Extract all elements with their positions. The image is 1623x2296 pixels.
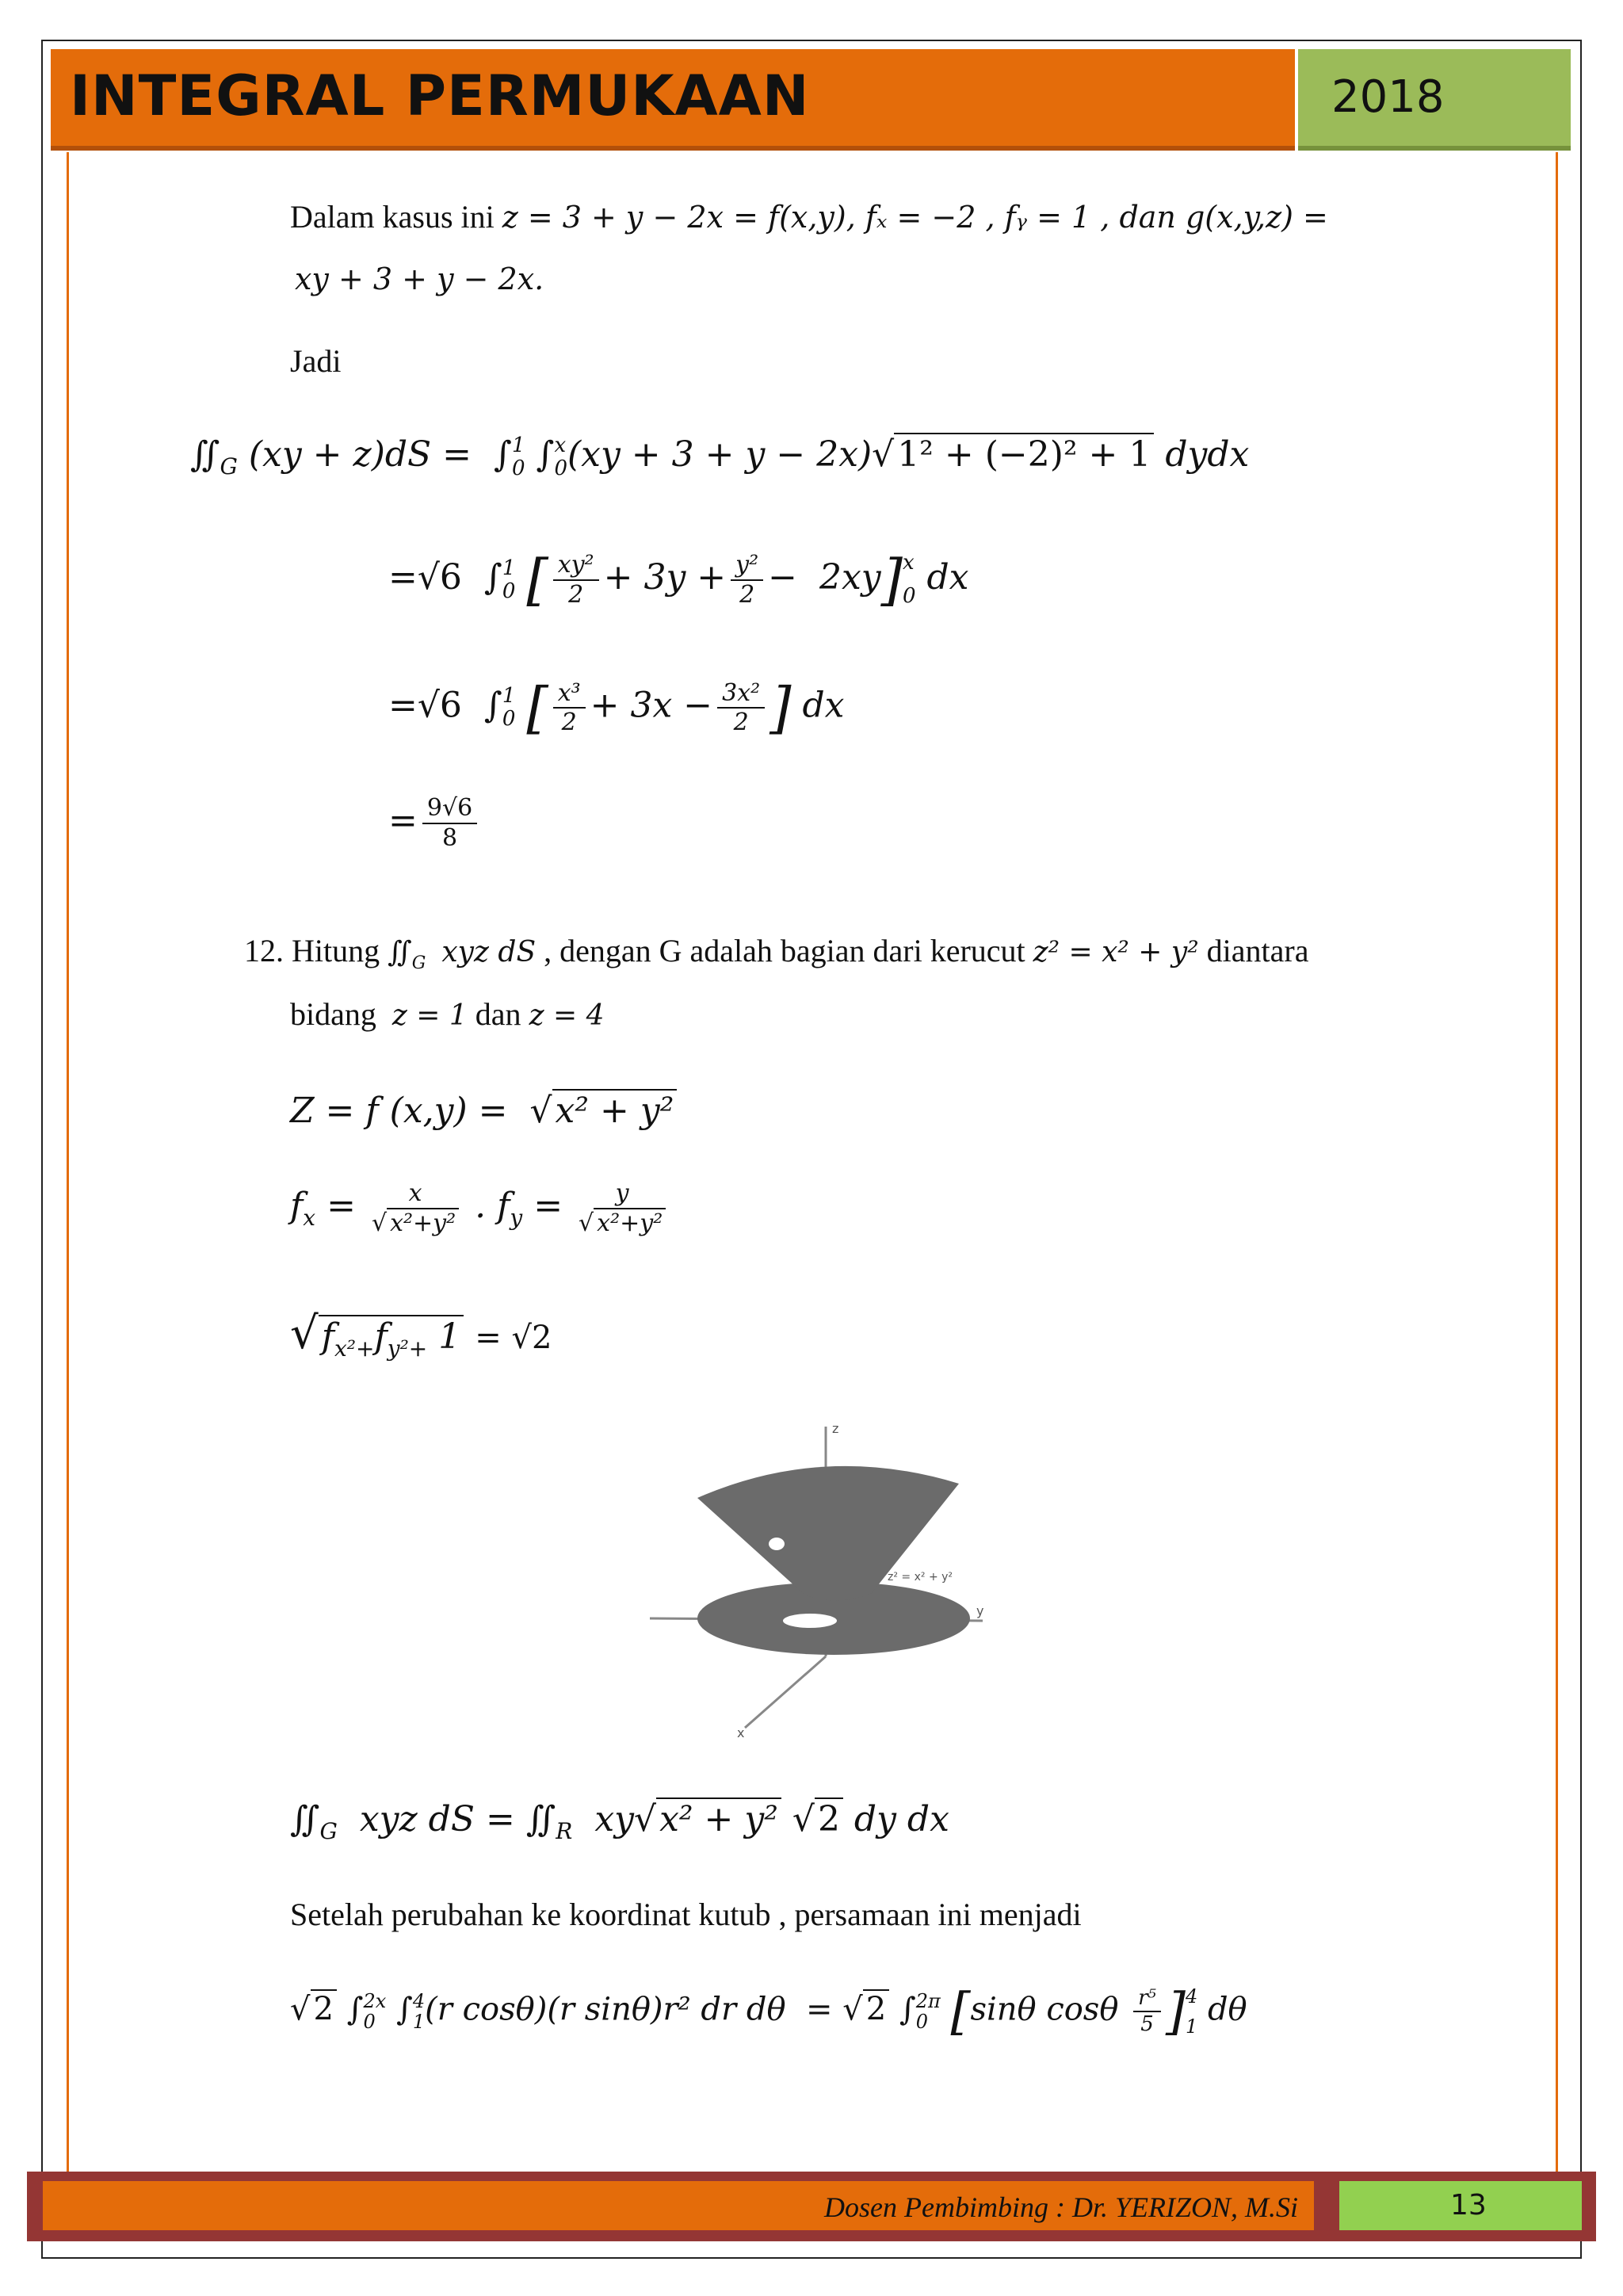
equation-2: =√6 ∫ 1 0 [ $\frac{\text{xy²}}{2}$ + 3y + $\frac{\text{y²}}{2}$ − 2xy] x 0 dx [388, 547, 969, 613]
cone-spot [769, 1538, 785, 1550]
intro-equation-line2: xy + 3 + y − 2x. [295, 262, 544, 296]
problem-line2-a: bidang [290, 996, 376, 1032]
footer-page-number: 13 [1450, 2189, 1487, 2222]
problem-text-c: diantara [1206, 933, 1309, 968]
problem-text-b: , dengan G adalah bagian dari kerucut [544, 933, 1025, 968]
sqrt-expression: $√f_{x^2+}f_{y^2+}$ 1 = √2 [290, 1308, 552, 1362]
footer-orange-block [43, 2181, 1314, 2230]
equation-2-prefix: =√6 [388, 557, 462, 598]
equation-3-prefix: =√6 [388, 685, 462, 726]
equation-3: =√6 ∫ 1 0 [ $\frac{\text{x³}}{2}$ + 3x − $\frac{\text{3x²}}{2}$ ] dx [388, 675, 845, 740]
x-axis-line [745, 1656, 826, 1728]
problem-number: 12. [244, 933, 284, 968]
intro-text: Dalam kasus ini [290, 199, 495, 235]
intro-equation: z = 3 + y − 2x = f(x,y), fₓ = −2 , fᵧ = 1 , dan g(x,y,z) = [502, 200, 1328, 235]
z-definition: Z = f (x,y) = √x² + y² [290, 1091, 677, 1131]
equation-4-prefix: = [388, 800, 418, 841]
figure-label-cone: z² = x² + y² [888, 1571, 953, 1584]
header-title: INTEGRAL PERMUKAAN [70, 63, 810, 128]
figure-label-x: x [737, 1725, 745, 1740]
problem-12-line2 [290, 995, 604, 1033]
header-bar [44, 44, 1577, 152]
double-integral-equation: $∬_G$ xyz dS = $∬_R$ xy√x² + y² √2 dy dx [290, 1799, 949, 1844]
sqrt-result: = √2 [475, 1320, 552, 1356]
figure-label-y: y [976, 1603, 984, 1618]
problem-integrand: xyz dS [441, 936, 537, 968]
intro-line [290, 198, 1328, 235]
equation-4: = $\frac{9√6}{8}$ [388, 796, 482, 850]
footer-bar [27, 2172, 1596, 2241]
problem-line2-eq1: z = 1 [391, 999, 468, 1032]
footer-green-block [1339, 2181, 1582, 2230]
footer-supervisor: Dosen Pembimbing : Dr. YERIZON, M.Si [824, 2191, 1298, 2223]
polar-equation: √ 2 ∫ 2x 0 ∫ 4 1 (r cosθ)(r sinθ)r² dr dθ = √ 2 ∫ 2π 0 [sinθ cosθ $\frac{\text{r⁵}}{5}$ ] 4 1 dθ [290, 1982, 1247, 2042]
header-title-block [51, 49, 1295, 151]
problem-text-a: Hitung [292, 933, 380, 968]
cone-figure [634, 1411, 1014, 1744]
header-year-block [1298, 49, 1571, 151]
figure-label-z: z [832, 1421, 839, 1436]
problem-12-line1: 12. Hitung $∬_G$ xyz dS , dengan G adalah bagian dari kerucut z² = x² + y² diantara [244, 933, 1309, 973]
problem-line2-b: dan [475, 996, 521, 1032]
problem-cone: z² = x² + y² [1033, 936, 1199, 968]
jadi-text: Jadi [290, 343, 342, 379]
disk-hole [783, 1614, 837, 1628]
partial-derivatives: $f_x$ = $\frac{x}{\text{√ x²+y²}}$ . $f_y$ = $\frac{y}{\text{√ x²+y²}}$ [290, 1181, 670, 1236]
header-year: 2018 [1331, 71, 1445, 123]
equation-1: $∬_G$ (xy + z)dS = ∫ 1 0 ∫ x 0 (xy + 3 + y − 2x)√1² + (−2)² + 1 dydx [190, 434, 1250, 480]
problem-line2-eq2: z = 4 [529, 999, 605, 1032]
polar-text: Setelah perubahan ke koordinat kutub , persamaan ini menjadi [290, 1897, 1082, 1932]
